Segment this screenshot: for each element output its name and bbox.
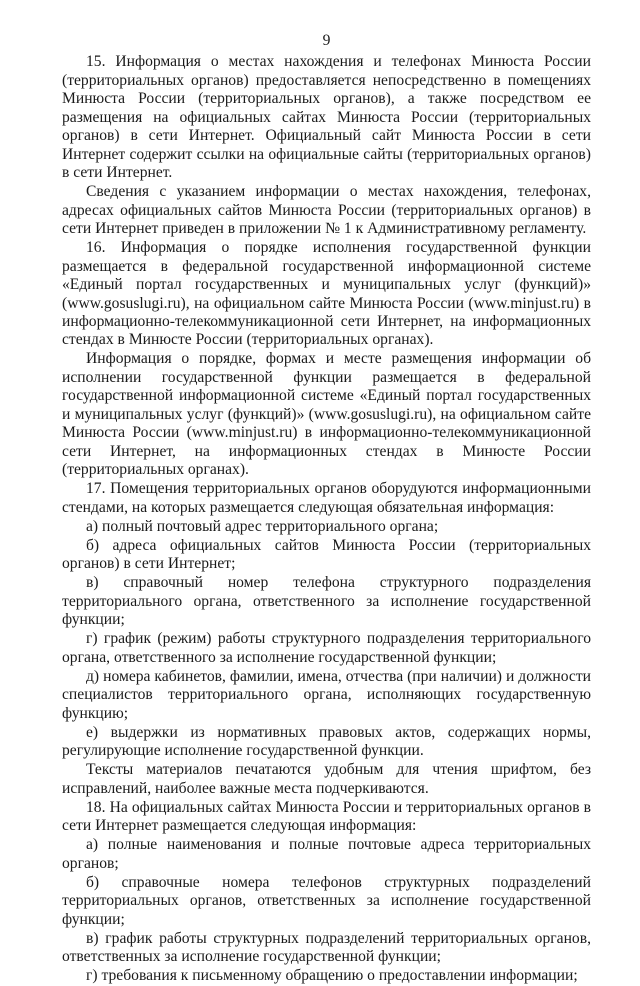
paragraph: 15. Информация о местах нахождения и телефонах Минюста России (территориальных органов) предоставляется непосредственно в помещениях Минюста России (территориальных органов), а также посредством ее размещения на официальных сайтах Минюста России (территориальных органов) в сети Интернет. Официальный сайт Минюста России в сети Интернет содержит ссылки на официальные сайты (территориальных органов) в сети Интернет. [62, 53, 591, 182]
document-page [62, 32, 591, 986]
paragraph: 18. На официальных сайтах Минюста России и территориальных органов в сети Интернет размещается следующая информация: [62, 798, 591, 835]
paragraph: д) номера кабинетов, фамилии, имена, отчества (при наличии) и должности специалистов территориального органа, исполняющих государственную функцию; [62, 667, 591, 722]
paragraph: Информация о порядке, формах и месте размещения информации об исполнении государственной функции размещается в федеральной государственной информационной системе «Единый портал государственных и муниципальных услуг (функций)» (www.gosuslugi.ru), на официальном сайте Минюста России (www.minjust.ru) в информационно-телекоммуникационной сети Интернет, на информационных стендах в Минюсте России (территориальных органах). [62, 350, 591, 479]
paragraph: г) требования к письменному обращению о предоставлении информации; [86, 967, 578, 985]
paragraph: 16. Информация о порядке исполнения государственной функции размещается в федеральной государственной информационной системе «Единый портал государственных и муниципальных услуг (функций)» (www.gosuslugi.ru), на официальном сайте Минюста России (www.minjust.ru) в информационно-телекоммуникационной сети Интернет, на информационных стендах в Минюсте России (территориальных органах). [62, 239, 591, 349]
paragraph: Сведения с указанием информации о местах нахождения, телефонах, адресах официальных сайтов Минюста России (территориальных органов) в сети Интернет приведен в приложении № 1 к Административному регламенту. [62, 183, 591, 238]
paragraph: е) выдержки из нормативных правовых актов, содержащих нормы, регулирующие исполнение государственной функции. [62, 723, 591, 760]
paragraph: а) полные наименования и полные почтовые адреса территориальных органов; [62, 836, 591, 872]
page-number: 9 [322, 32, 331, 49]
paragraph: г) график (режим) работы структурного подразделения территориального органа, ответственного за исполнение государственной функции; [62, 630, 591, 666]
paragraph: б) адреса официальных сайтов Минюста России (территориальных органов) в сети Интернет; [62, 536, 591, 573]
paragraph: в) справочный номер телефона структурного подразделения территориального органа, ответственного за исполнение государственной функции; [62, 574, 591, 629]
paragraph: а) полный почтовый адрес территориального органа; [86, 517, 439, 535]
document-body [62, 53, 591, 985]
paragraph: Тексты материалов печатаются удобным для чтения шрифтом, без исправлений, наиболее важные места подчеркиваются. [62, 761, 591, 797]
paragraph: 17. Помещения территориальных органов оборудуются информационными стендами, на которых размещается следующая обязательная информация: [62, 480, 591, 516]
paragraph: в) график работы структурных подразделений территориальных органов, ответственных за исполнение государственной функции; [62, 929, 591, 966]
paragraph: б) справочные номера телефонов структурных подразделений территориальных органов, ответственных за исполнение государственной функции; [62, 873, 591, 928]
